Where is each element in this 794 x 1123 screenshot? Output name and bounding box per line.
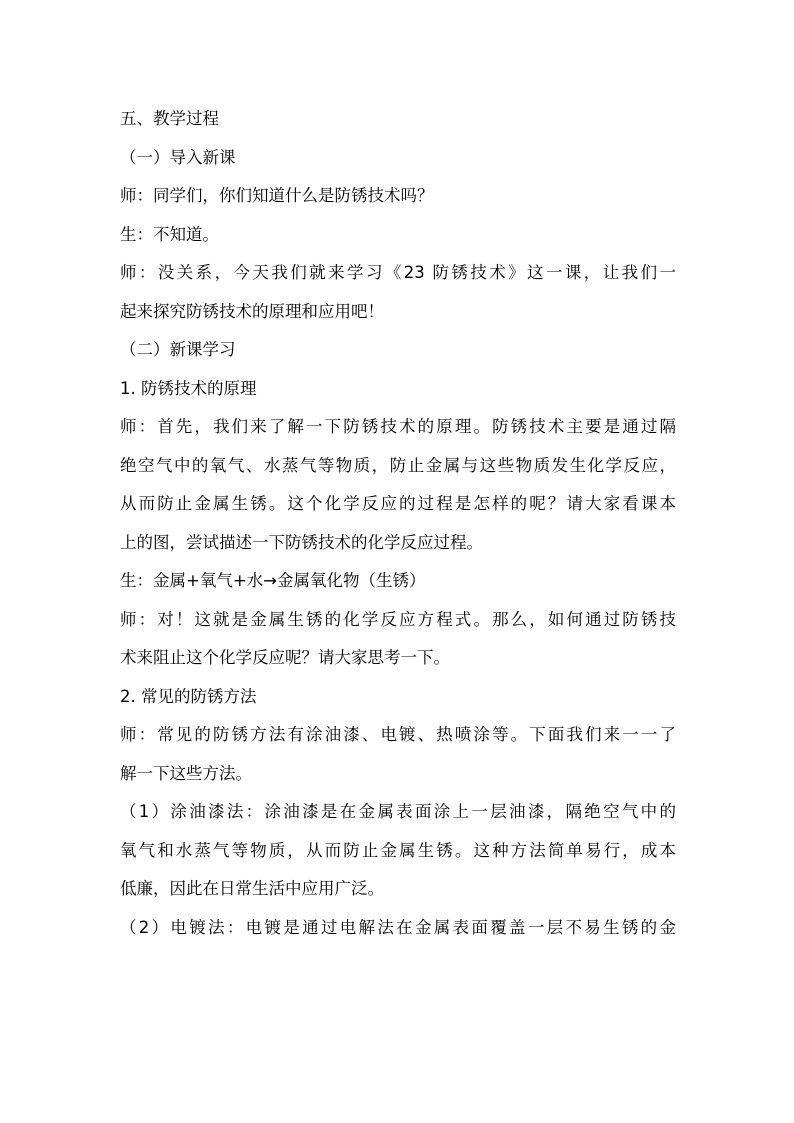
paragraph-line: 绝空气中的氧气、水蒸气等物质，防止金属与这些物质发生化学反应， [120,455,676,475]
document-page [120,100,676,947]
paragraph-line: 生：不知道。 [120,224,219,244]
subsection-heading: （一）导入新课 [120,147,236,167]
paragraph-line: 师：没关系，今天我们就来学习《23 防锈技术》这一课，让我们一 [120,263,676,282]
paragraph-line: 师：首先，我们来了解一下防锈技术的原理。防锈技术主要是通过隔 [120,417,676,436]
numbered-heading: 2. 常见的防锈方法 [120,686,257,706]
paragraph-line: 师：常见的防锈方法有涂油漆、电镀、热喷涂等。下面我们来一一了 [120,725,676,744]
paragraph-line: 氧气和水蒸气等物质，从而防止金属生锈。这种方法简单易行，成本 [120,840,676,860]
paragraph-line: 解一下这些方法。 [120,763,252,783]
paragraph-line: 上的图，尝试描述一下防锈技术的化学反应过程。 [120,532,483,552]
paragraph-line: （2）电镀法：电镀是通过电解法在金属表面覆盖一层不易生锈的金 [120,917,676,937]
paragraph-line: 师：同学们，你们知道什么是防锈技术吗？ [120,186,434,205]
subsection-heading: （二）新课学习 [120,340,236,359]
paragraph-line: 术来阻止这个化学反应呢？请大家思考一下。 [120,648,450,667]
paragraph-line: 从而防止金属生锈。这个化学反应的过程是怎样的呢？请大家看课本 [120,494,676,513]
paragraph-line: （1）涂油漆法：涂油漆是在金属表面涂上一层油漆，隔绝空气中的 [120,802,676,821]
paragraph-line: 师：对！这就是金属生锈的化学反应方程式。那么，如何通过防锈技 [120,609,676,629]
paragraph-line: 起来探究防锈技术的原理和应用吧！ [120,301,384,321]
numbered-heading: 1. 防锈技术的原理 [120,378,257,398]
paragraph-line: 低廉，因此在日常生活中应用广泛。 [120,879,384,898]
section-heading: 五、教学过程 [120,109,219,128]
paragraph-line: 生：金属+氧气+水→金属氧化物（生锈） [120,571,426,590]
